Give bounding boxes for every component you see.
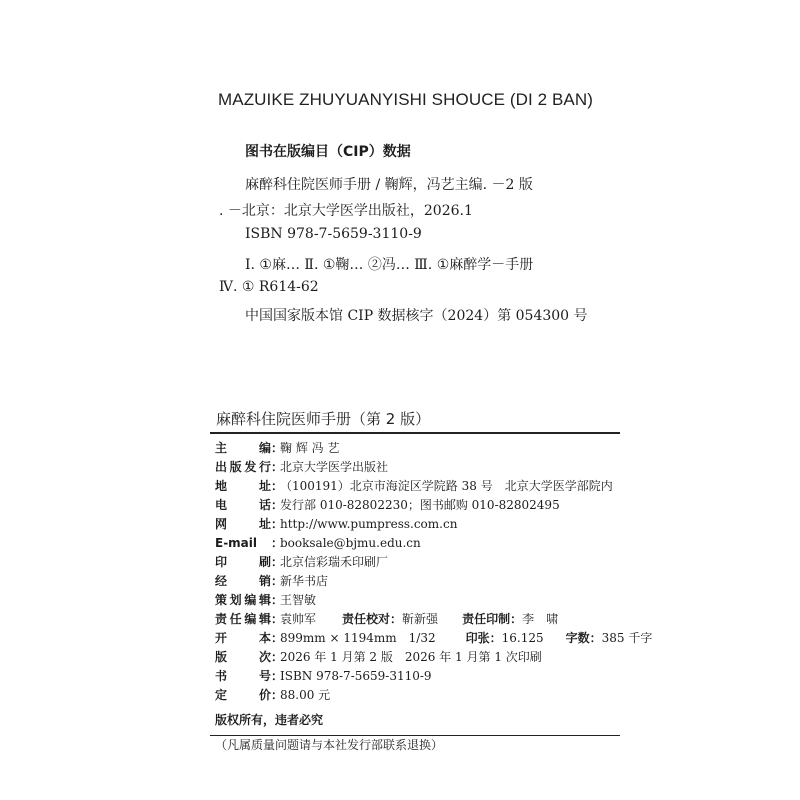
cip-classification-2: Ⅳ. ① R614-62 xyxy=(219,279,319,295)
cip-record-number: 中国国家版本馆 CIP 数据核字（2024）第 054300 号 xyxy=(245,308,588,324)
cip-title-line: 麻醉科住院医师手册 / 鞠辉，冯艺主编. －2 版 xyxy=(245,177,533,193)
info-row-printer: 印刷 ： 北京信彩瑞禾印刷厂 xyxy=(215,555,389,569)
cip-classification-1: Ⅰ. ①麻… Ⅱ. ①鞠… ②冯… Ⅲ. ①麻醉学－手册 xyxy=(245,257,534,273)
info-row-email: E-mail ： booksale@bjmu.edu.cn xyxy=(215,536,421,550)
copyright-notice: 版权所有，违者必究 xyxy=(215,713,324,727)
info-row-book-number: 书号 ： ISBN 978-7-5659-3110-9 xyxy=(215,669,432,683)
info-row-price: 定价 ： 88.00 元 xyxy=(215,688,331,702)
info-row-format: 开本 ： 899mm × 1194mm 1/32 印张 ： 16.125 字数 ： 385 千字 xyxy=(215,631,653,645)
info-row-editor: 主编 ： 鞠 辉 冯 艺 xyxy=(215,441,340,455)
info-row-distributor: 经销 ： 新华书店 xyxy=(215,574,329,588)
info-row-address: 地址 ： （100191）北京市海淀区学院路 38 号 北京大学医学部院内 xyxy=(215,479,613,493)
title-divider xyxy=(210,432,620,434)
info-row-website: 网址 ： http://www.pumpress.com.cn xyxy=(215,517,458,531)
info-row-publisher: 出版发行 ： 北京大学医学出版社 xyxy=(215,460,389,474)
info-row-phone: 电话 ： 发行部 010-82802230；图书邮购 010-82802495 xyxy=(215,498,560,512)
returns-note: （凡属质量问题请与本社发行部联系退换） xyxy=(215,738,444,752)
info-row-responsibility: 责任编辑 ： 袁帅军 责任校对 ： 靳新强 责任印制 ： 李 啸 xyxy=(215,612,559,626)
book-title: 麻醉科住院医师手册（第 2 版） xyxy=(216,410,431,428)
cip-publisher-line: . －北京：北京大学医学出版社，2026.1 xyxy=(219,203,473,219)
info-row-edition: 版次 ： 2026 年 1 月第 2 版 2026 年 1 月第 1 次印刷 xyxy=(215,650,542,664)
cip-isbn: ISBN 978-7-5659-3110-9 xyxy=(245,226,422,242)
cip-heading: 图书在版编目（CIP）数据 xyxy=(245,144,411,160)
pinyin-title: MAZUIKE ZHUYUANYISHI SHOUCE (DI 2 BAN) xyxy=(218,90,594,109)
info-row-planning-editor: 策划编辑 ： 王智敏 xyxy=(215,593,317,607)
